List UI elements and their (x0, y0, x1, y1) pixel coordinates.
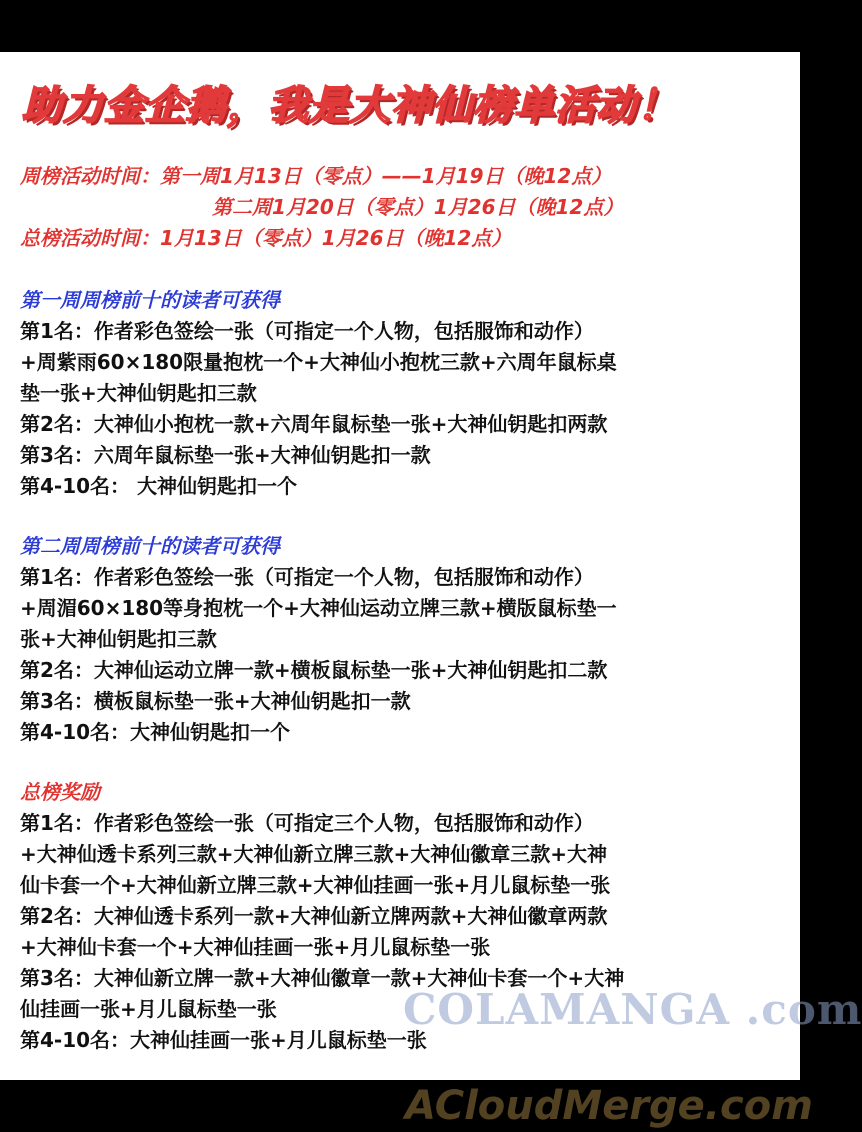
week2-line: 张+大神仙钥匙扣三款 (20, 627, 217, 651)
announcement-panel (0, 52, 800, 1080)
week1-line: 第4-10名： 大神仙钥匙扣一个 (20, 474, 298, 498)
week1-heading: 第一周周榜前十的读者可获得 (20, 288, 280, 312)
total-line: 仙挂画一张+月儿鼠标垫一张 (20, 997, 277, 1021)
weekly-time-line-2: 第二周1月20日（零点）1月26日（晚12点） (212, 195, 624, 219)
total-line: +大神仙卡套一个+大神仙挂画一张+月儿鼠标垫一张 (20, 935, 491, 959)
top-black-bar (0, 0, 800, 52)
week2-line: 第1名：作者彩色签绘一张（可指定一个人物，包括服饰和动作） (20, 565, 594, 589)
week2-heading: 第二周周榜前十的读者可获得 (20, 534, 280, 558)
total-line: 仙卡套一个+大神仙新立牌三款+大神仙挂画一张+月儿鼠标垫一张 (20, 873, 611, 897)
total-time-line: 总榜活动时间：1月13日（零点）1月26日（晚12点） (20, 226, 512, 250)
site-watermark: COLAMANGA .com (403, 985, 862, 1034)
week1-line: 第2名：大神仙小抱枕一款+六周年鼠标垫一张+大神仙钥匙扣两款 (20, 412, 608, 436)
total-line: +大神仙透卡系列三款+大神仙新立牌三款+大神仙徽章三款+大神 (20, 842, 608, 866)
week2-line: 第2名：大神仙运动立牌一款+横板鼠标垫一张+大神仙钥匙扣二款 (20, 658, 608, 682)
week1-line: 第3名：六周年鼠标垫一张+大神仙钥匙扣一款 (20, 443, 431, 467)
week1-line: 垫一张+大神仙钥匙扣三款 (20, 381, 257, 405)
total-line: 第1名：作者彩色签绘一张（可指定三个人物，包括服饰和动作） (20, 811, 594, 835)
total-line: 第3名：大神仙新立牌一款+大神仙徽章一款+大神仙卡套一个+大神 (20, 966, 625, 990)
page-title: 助力金企鹅，我是大神仙榜单活动！ (22, 83, 678, 129)
week1-line: +周紫雨60×180限量抱枕一个+大神仙小抱枕三款+六周年鼠标桌 (20, 350, 617, 374)
week1-line: 第1名：作者彩色签绘一张（可指定一个人物，包括服饰和动作） (20, 319, 594, 343)
weekly-time-line-1: 周榜活动时间：第一周1月13日（零点）——1月19日（晚12点） (20, 164, 612, 188)
total-line: 第2名：大神仙透卡系列一款+大神仙新立牌两款+大神仙徽章两款 (20, 904, 608, 928)
week2-line: 第3名：横板鼠标垫一张+大神仙钥匙扣一款 (20, 689, 411, 713)
week2-line: +周湄60×180等身抱枕一个+大神仙运动立牌三款+横版鼠标垫一 (20, 596, 617, 620)
week2-line: 第4-10名：大神仙钥匙扣一个 (20, 720, 291, 744)
group-watermark: ACloudMerge.com (405, 1083, 813, 1129)
total-heading: 总榜奖励 (20, 780, 100, 804)
total-line: 第4-10名：大神仙挂画一张+月儿鼠标垫一张 (20, 1028, 427, 1052)
